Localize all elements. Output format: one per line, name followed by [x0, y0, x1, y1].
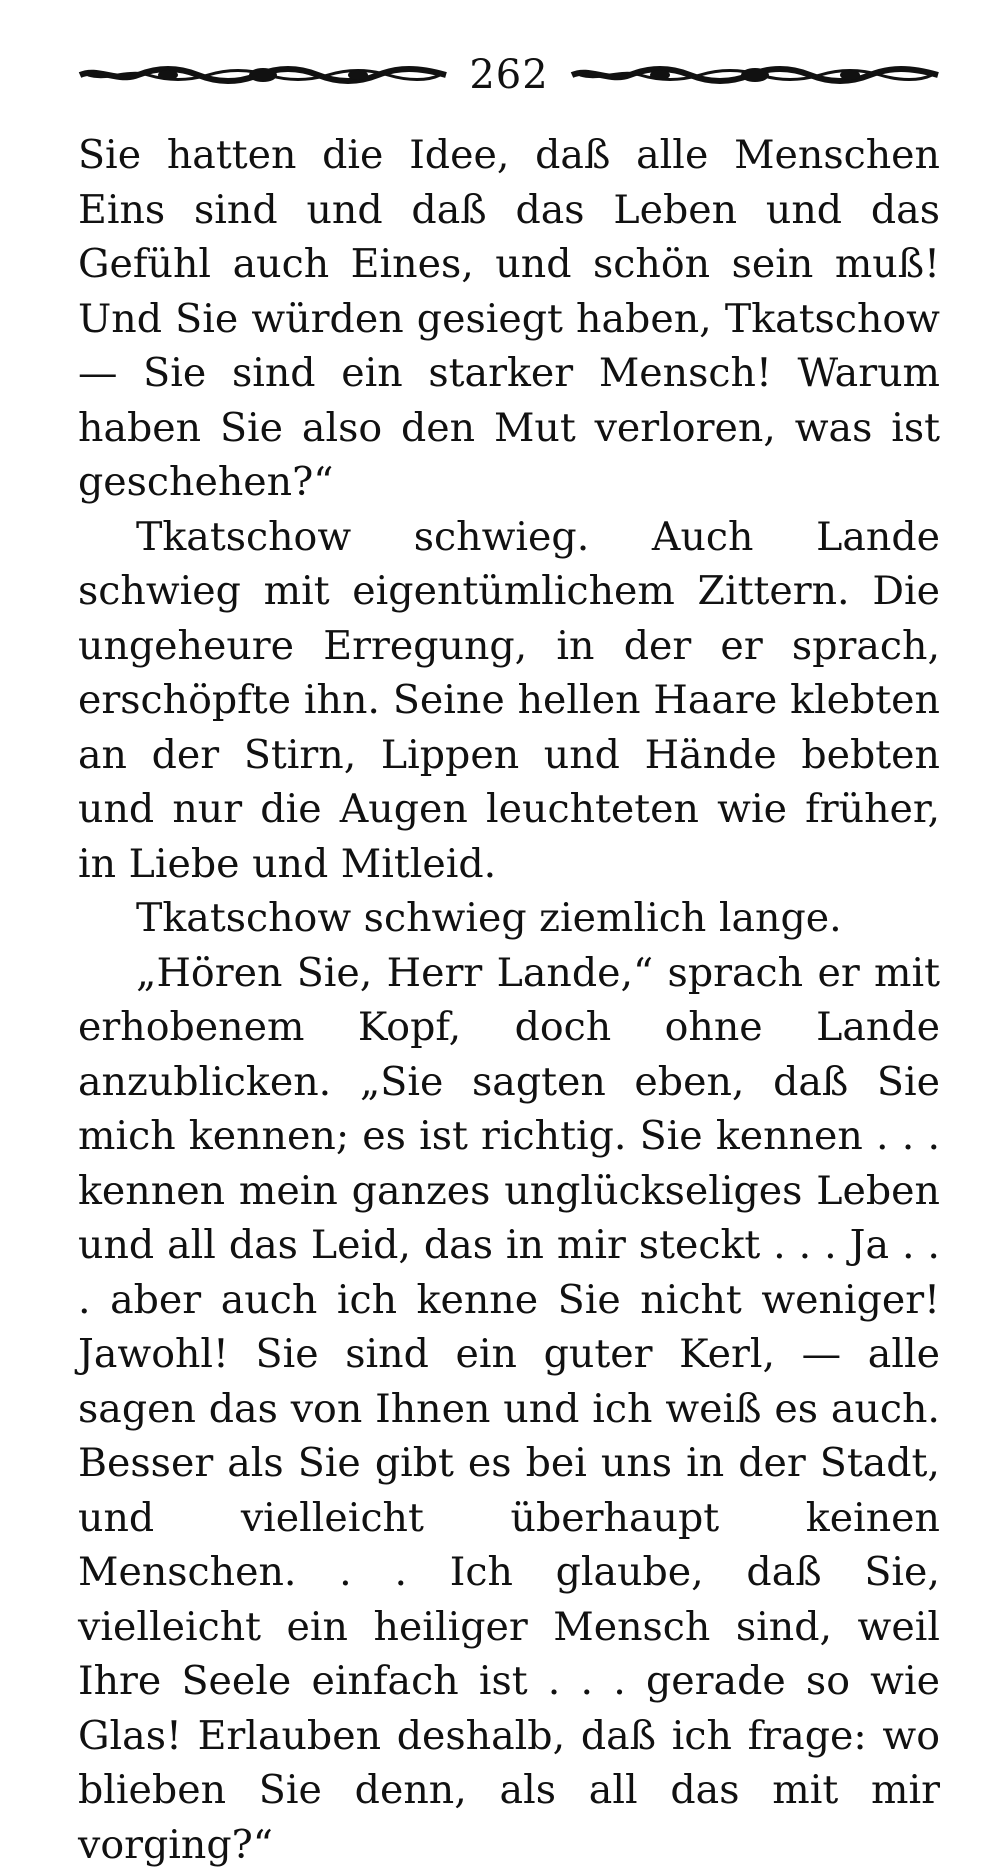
page-header	[78, 40, 940, 110]
decorative-rule-icon	[570, 63, 940, 87]
paragraph: Sie hatten die Idee, daß alle Menschen Eins sind und daß das Leben und das Gefühl auch Eines, und schön sein muß! Und Sie würden gesiegt haben, Tkatschow — Sie sind ein starker Mensch! Warum haben Sie also den Mut verloren, was ist geschehen?“	[78, 128, 940, 510]
paragraph: Tkatschow schwieg. Auch Lande schwieg mit eigentümlichem Zittern. Die ungeheure Erregung, in der er sprach, erschöpfte ihn. Seine hellen Haare klebten an der Stirn, Lippen und Hände bebten und nur die Augen leuchteten wie früher, in Liebe und Mitleid.	[78, 510, 940, 892]
paragraph: Tkatschow schwieg ziemlich lange.	[78, 891, 940, 946]
book-page	[78, 40, 940, 1740]
page-number: 262	[463, 55, 554, 95]
paragraph: „Hören Sie, Herr Lande,“ sprach er mit erhobenem Kopf, doch ohne Lande anzublicken. „Sie sagten eben, daß Sie mich kennen; es ist richtig. Sie kennen . . . kennen mein ganzes unglückseliges Leben und all das Leid, das in mir steckt . . . Ja . . . aber auch ich kenne Sie nicht weniger! Jawohl! Sie sind ein guter Kerl, — alle sagen das von Ihnen und ich weiß es auch. Besser als Sie gibt es bei uns in der Stadt, und vielleicht überhaupt keinen Menschen. . . Ich glaube, daß Sie, vielleicht ein heiliger Mensch sind, weil Ihre Seele einfach ist . . . gerade so wie Glas! Erlauben deshalb, daß ich frage: wo blieben Sie denn, als all das mit mir vorging?“	[78, 946, 940, 1872]
page-body	[78, 128, 940, 1872]
decorative-rule-icon	[78, 63, 448, 87]
